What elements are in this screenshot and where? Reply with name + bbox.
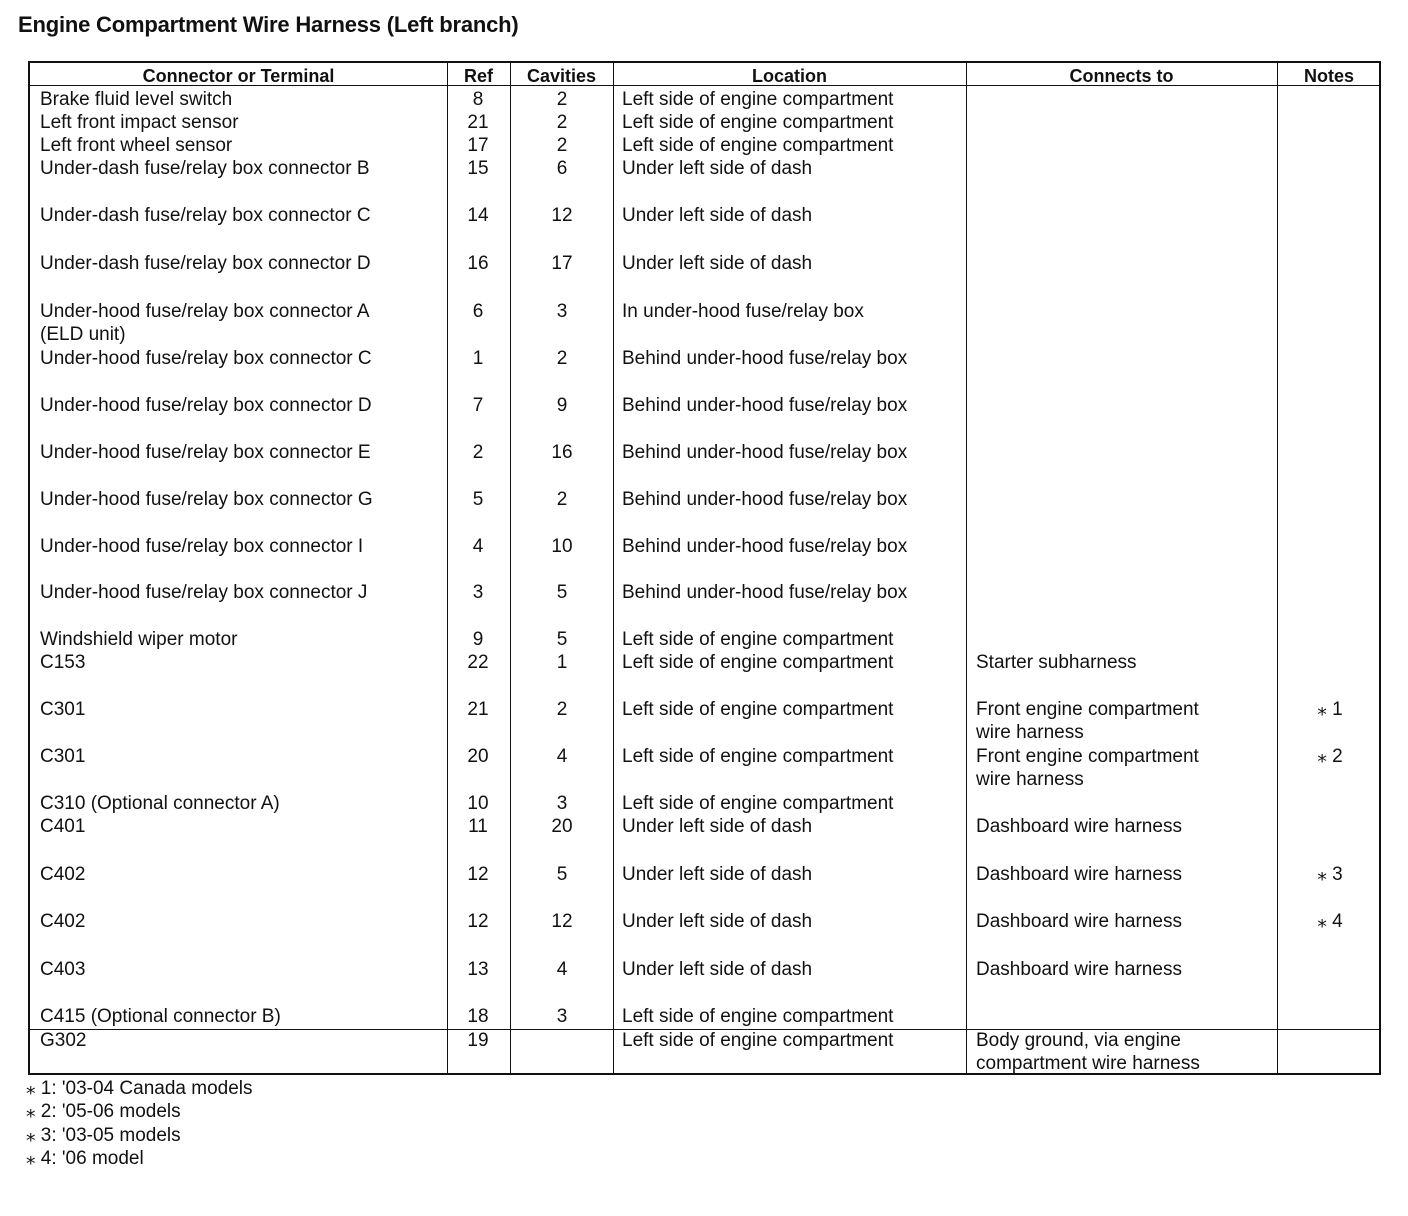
ref-number: 20 xyxy=(467,746,489,767)
ref-number: 1 xyxy=(472,348,484,369)
column-header-cavities: Cavities xyxy=(526,66,597,86)
location-text: Under left side of dash xyxy=(622,959,813,980)
column-header-ref: Ref xyxy=(463,66,493,86)
harness-table xyxy=(28,61,1381,1075)
connects-to-text: Dashboard wire harness xyxy=(976,816,1182,837)
location-text: Left side of engine compartment xyxy=(622,629,894,650)
column-divider xyxy=(510,63,511,1073)
ref-number: 5 xyxy=(472,489,484,510)
location-text: Behind under-hood fuse/relay box xyxy=(622,395,908,416)
cavity-count: 20 xyxy=(551,816,573,837)
location-text: Left side of engine compartment xyxy=(622,1030,894,1051)
cavity-count: 2 xyxy=(556,489,568,510)
ref-number: 12 xyxy=(467,911,489,932)
location-text: Left side of engine compartment xyxy=(622,135,894,156)
connects-to-text: Dashboard wire harness xyxy=(976,959,1182,980)
footnotes xyxy=(26,1077,253,1170)
ref-number: 15 xyxy=(467,158,489,179)
connector-name: Under-hood fuse/relay box connector G xyxy=(40,489,373,510)
connector-name: C310 (Optional connector A) xyxy=(40,793,280,814)
ref-number: 14 xyxy=(467,205,489,226)
ref-number: 18 xyxy=(467,1006,489,1027)
location-text: Behind under-hood fuse/relay box xyxy=(622,348,908,369)
ref-number: 21 xyxy=(467,112,489,133)
connects-to-text: Front engine compartment wire harness xyxy=(976,699,1199,743)
ref-number: 22 xyxy=(467,652,489,673)
cavity-count: 9 xyxy=(556,395,568,416)
connector-name: Windshield wiper motor xyxy=(40,629,238,650)
location-text: Left side of engine compartment xyxy=(622,112,894,133)
cavity-count: 17 xyxy=(551,253,573,274)
connector-name: C403 xyxy=(40,959,86,980)
location-text: Behind under-hood fuse/relay box xyxy=(622,536,908,557)
connector-name: G302 xyxy=(40,1030,87,1051)
cavity-count: 1 xyxy=(556,652,568,673)
location-text: Under left side of dash xyxy=(622,253,813,274)
location-text: Behind under-hood fuse/relay box xyxy=(622,442,908,463)
footnote: ⁎ 4: '06 model xyxy=(26,1147,144,1169)
cavity-count: 12 xyxy=(551,205,573,226)
location-text: Under left side of dash xyxy=(622,864,813,885)
note-marker: ⁎ 1 xyxy=(1317,699,1343,720)
ref-number: 4 xyxy=(472,536,484,557)
cavity-count: 3 xyxy=(556,301,568,322)
connector-name: Under-hood fuse/relay box connector D xyxy=(40,395,372,416)
connector-name: C153 xyxy=(40,652,86,673)
connector-name: Under-dash fuse/relay box connector B xyxy=(40,158,370,179)
cavity-count: 12 xyxy=(551,911,573,932)
connects-to-text: Starter subharness xyxy=(976,652,1137,673)
ref-number: 6 xyxy=(472,301,484,322)
connector-name: Left front wheel sensor xyxy=(40,135,233,156)
connects-to-text: Front engine compartment wire harness xyxy=(976,746,1199,790)
ref-number: 7 xyxy=(472,395,484,416)
ref-number: 11 xyxy=(468,816,488,837)
connector-name: Left front impact sensor xyxy=(40,112,239,133)
cavity-count: 2 xyxy=(556,89,568,110)
connector-name: Under-dash fuse/relay box connector C xyxy=(40,205,371,226)
cavity-count: 3 xyxy=(556,1006,568,1027)
ref-number: 19 xyxy=(467,1030,489,1051)
connector-name: C402 xyxy=(40,864,86,885)
location-text: Under left side of dash xyxy=(622,158,813,179)
connector-name: Under-hood fuse/relay box connector J xyxy=(40,582,368,603)
column-header-connector: Connector or Terminal xyxy=(142,66,335,86)
note-marker: ⁎ 2 xyxy=(1317,746,1343,767)
connects-to-text: Body ground, via engine compartment wire harness xyxy=(976,1030,1200,1074)
location-text: Under left side of dash xyxy=(622,816,813,837)
cavity-count: 6 xyxy=(556,158,568,179)
cavity-count: 5 xyxy=(556,864,568,885)
footnote: ⁎ 2: '05-06 models xyxy=(26,1101,181,1123)
column-header-connects-to: Connects to xyxy=(1069,66,1174,86)
location-text: Left side of engine compartment xyxy=(622,89,894,110)
connector-name: C401 xyxy=(40,816,86,837)
cavity-count: 2 xyxy=(556,348,568,369)
ref-number: 3 xyxy=(472,582,484,603)
connector-name: Brake fluid level switch xyxy=(40,89,233,110)
location-text: Behind under-hood fuse/relay box xyxy=(622,582,908,603)
cavity-count: 2 xyxy=(556,135,568,156)
ref-number: 17 xyxy=(467,135,489,156)
connector-name: C301 xyxy=(40,746,86,767)
ref-number: 10 xyxy=(467,793,489,814)
cavity-count: 5 xyxy=(556,629,568,650)
connects-to-text: Dashboard wire harness xyxy=(976,864,1182,885)
column-divider xyxy=(1277,63,1278,1073)
cavity-count: 5 xyxy=(556,582,568,603)
connects-to-text: Dashboard wire harness xyxy=(976,911,1182,932)
location-text: Left side of engine compartment xyxy=(622,1006,894,1027)
location-text: In under-hood fuse/relay box xyxy=(622,301,864,322)
location-text: Behind under-hood fuse/relay box xyxy=(622,489,908,510)
cavity-count: 4 xyxy=(556,959,568,980)
location-text: Left side of engine compartment xyxy=(622,699,894,720)
connector-name: C402 xyxy=(40,911,86,932)
column-divider xyxy=(613,63,614,1073)
page-title: Engine Compartment Wire Harness (Left branch) xyxy=(18,12,519,37)
connector-name: Under-hood fuse/relay box connector E xyxy=(40,442,371,463)
column-divider xyxy=(447,63,448,1073)
ref-number: 12 xyxy=(467,864,489,885)
cavity-count: 4 xyxy=(556,746,568,767)
location-text: Left side of engine compartment xyxy=(622,652,894,673)
connector-name: C415 (Optional connector B) xyxy=(40,1006,281,1027)
ref-number: 16 xyxy=(467,253,489,274)
cavity-count: 2 xyxy=(556,112,568,133)
connector-name: Under-hood fuse/relay box connector A (ELD unit) xyxy=(40,301,370,345)
connector-name: C301 xyxy=(40,699,86,720)
footnote: ⁎ 1: '03-04 Canada models xyxy=(26,1078,253,1099)
cavity-count: 16 xyxy=(551,442,573,463)
ref-number: 9 xyxy=(472,629,484,650)
location-text: Under left side of dash xyxy=(622,205,813,226)
cavity-count: 3 xyxy=(556,793,568,814)
ref-number: 21 xyxy=(467,699,489,720)
column-header-notes: Notes xyxy=(1303,66,1354,86)
connector-name: Under-dash fuse/relay box connector D xyxy=(40,253,371,274)
ref-number: 2 xyxy=(472,442,484,463)
cavity-count: 10 xyxy=(551,536,573,557)
connector-name: Under-hood fuse/relay box connector C xyxy=(40,348,372,369)
cavity-count: 2 xyxy=(556,699,568,720)
note-marker: ⁎ 4 xyxy=(1317,911,1343,932)
column-header-location: Location xyxy=(752,66,827,86)
location-text: Under left side of dash xyxy=(622,911,813,932)
location-text: Left side of engine compartment xyxy=(622,793,894,814)
ref-number: 8 xyxy=(472,89,484,110)
note-marker: ⁎ 3 xyxy=(1317,864,1343,885)
ref-number: 13 xyxy=(467,959,489,980)
connector-name: Under-hood fuse/relay box connector I xyxy=(40,536,364,557)
footnote: ⁎ 3: '03-05 models xyxy=(26,1124,181,1146)
location-text: Left side of engine compartment xyxy=(622,746,894,767)
